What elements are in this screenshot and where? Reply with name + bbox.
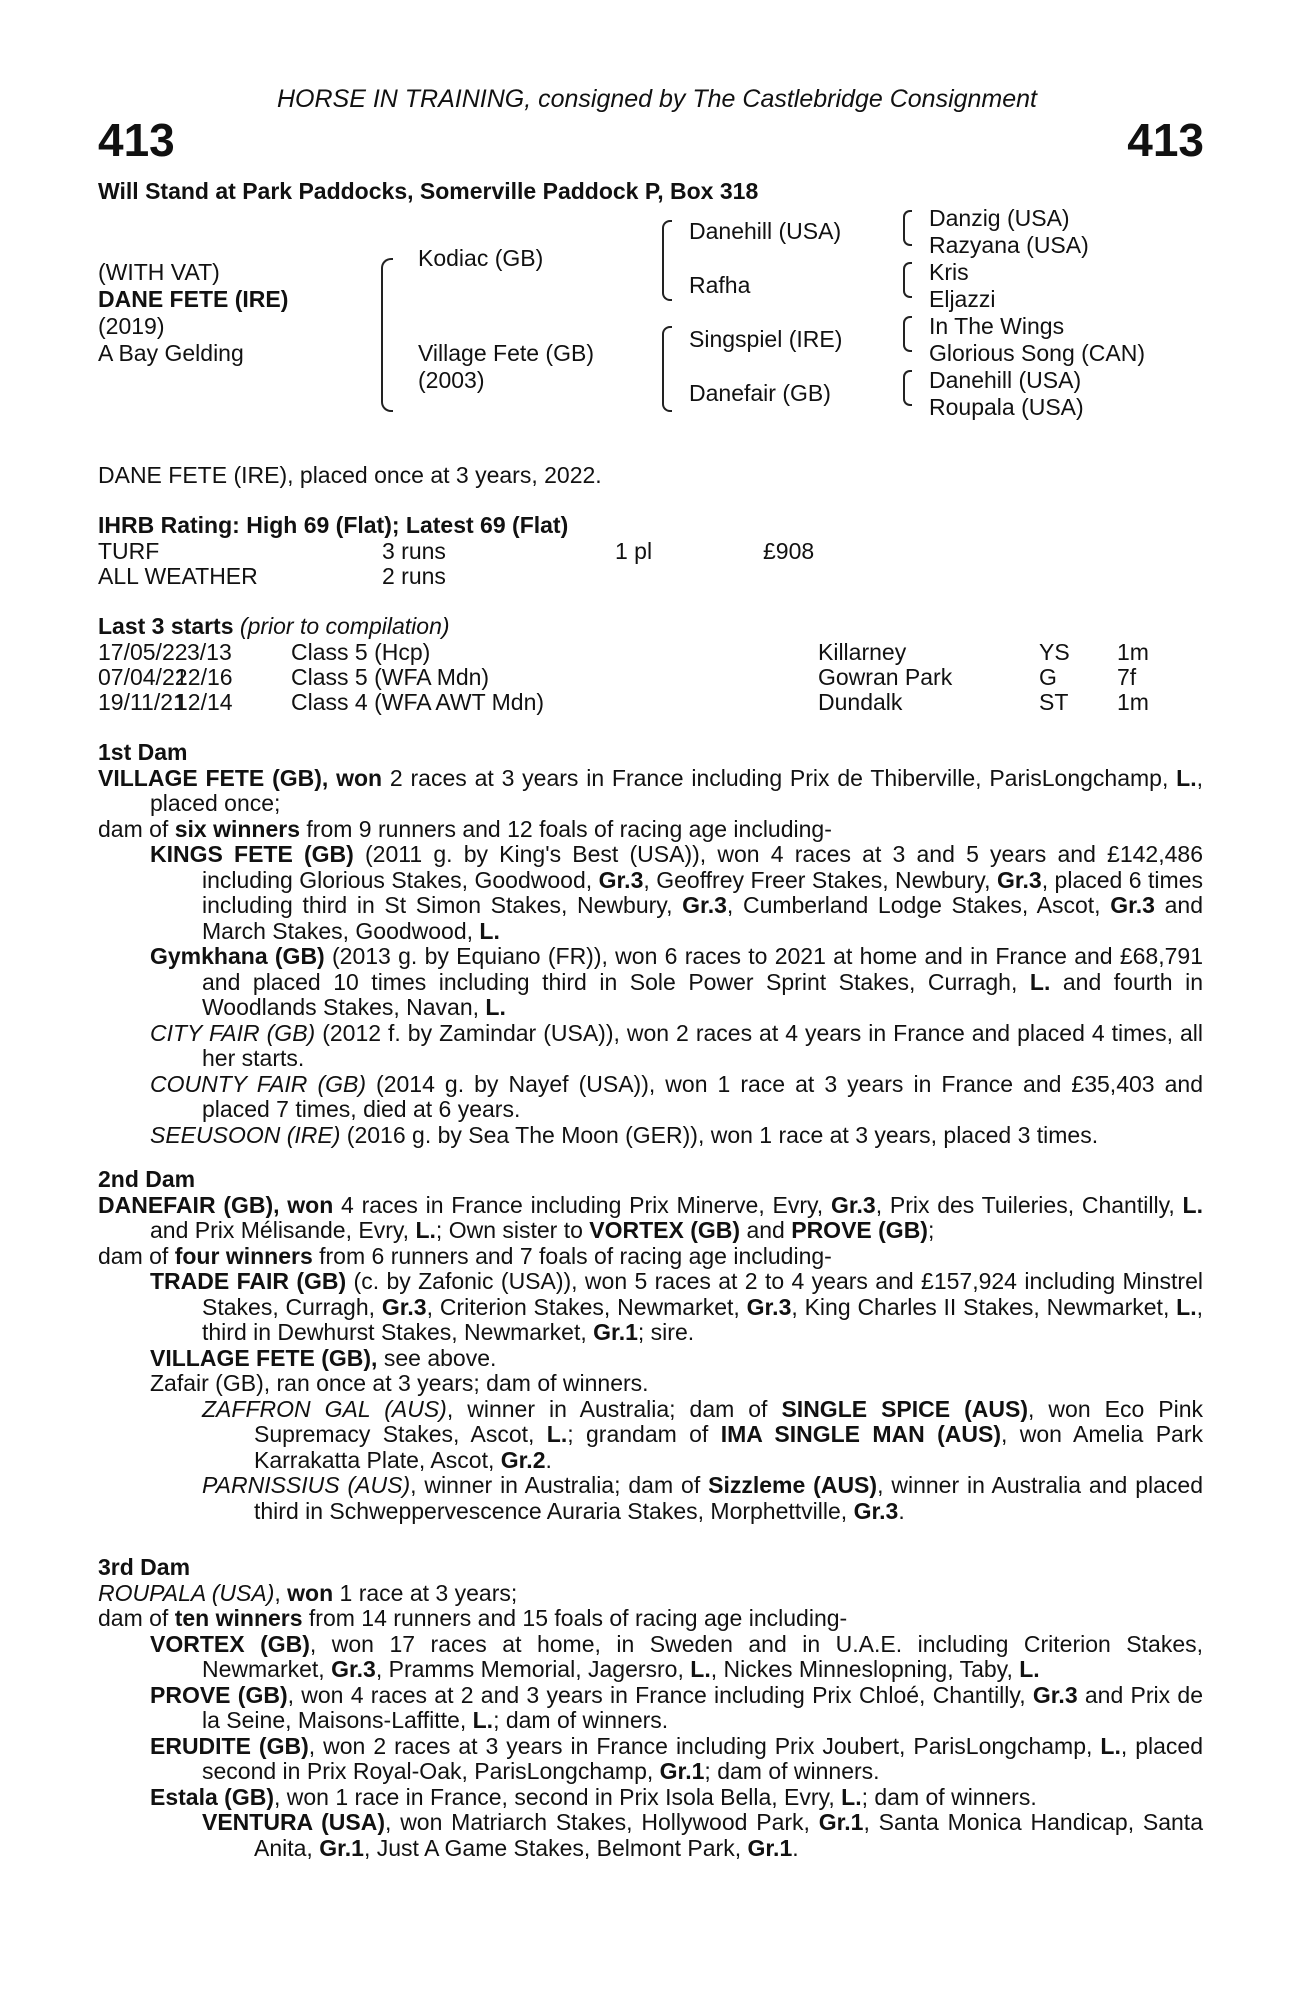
pedigree-brace (903, 370, 912, 406)
start-date: 17/05/22 (98, 639, 188, 665)
pedigree-brace (662, 326, 672, 412)
rating-heading: IHRB Rating: High 69 (Flat); Latest 69 (Flat) (98, 512, 569, 538)
produce-entry: SEEUSOON (IRE) (2016 g. by Sea The Moon (GER)), won 1 race at 3 years, placed 3 times. (150, 1121, 1099, 1148)
start-position: 3/13 (187, 639, 232, 665)
start-course: Dundalk (818, 689, 903, 715)
pedigree-gen3: Kris (929, 259, 969, 285)
dam-produce-summary: dam of ten winners from 14 runners and 15 foals of racing age including- (98, 1605, 848, 1631)
turf-label: TURF (98, 538, 160, 564)
start-position: 12/14 (175, 689, 233, 715)
pedigree-dam-year: (2003) (418, 367, 485, 393)
pedigree-gen3: Razyana (USA) (929, 232, 1089, 258)
section-heading: 1st Dam (98, 739, 188, 765)
last-starts-label: Last 3 starts (98, 613, 234, 639)
turf-earnings: £908 (763, 538, 815, 564)
start-date: 19/11/21 (98, 689, 186, 715)
horse-name: DANE FETE (IRE) (98, 286, 289, 312)
produce-entry: PROVE (GB), won 4 races at 2 and 3 years in France including Prix Chloé, Chantilly, Gr.3 and Prix de la Seine, Maisons-Laffitte, L.; dam of winners. (150, 1681, 1203, 1733)
grand-produce-entry: ZAFFRON GAL (AUS), winner in Australia; dam of SINGLE SPICE (AUS), won Eco Pink Supremacy Stakes, Ascot, L.; grandam of IMA SINGLE MAN (AUS), won Amelia Park Karrakatta Plate, Ascot, Gr.2. (202, 1395, 1203, 1473)
pedigree-brace (903, 316, 912, 352)
produce-entry: Estala (GB), won 1 race in France, second in Prix Isola Bella, Evry, L.; dam of winners. (150, 1783, 1037, 1810)
last-starts-heading (98, 614, 450, 639)
pedigree-sire-dam: Rafha (689, 272, 751, 298)
produce-entry: VORTEX (GB), won 17 races at home, in Sweden and in U.A.E. including Criterion Stakes, Newmarket, Gr.3, Pramms Memorial, Jagersro, L., Nickes Minneslopning, Taby, L. (150, 1630, 1203, 1682)
pedigree-dam: Village Fete (GB) (418, 340, 594, 366)
pedigree-gen3: Danehill (USA) (929, 367, 1082, 393)
pedigree-brace (903, 210, 912, 246)
start-going: YS (1039, 639, 1070, 665)
pedigree-brace (381, 258, 393, 412)
aw-runs: 2 runs (382, 563, 446, 589)
start-position: 12/16 (175, 664, 233, 690)
vat-note: (WITH VAT) (98, 259, 220, 285)
produce-entry: Gymkhana (GB) (2013 g. by Equiano (FR)), won 6 races to 2021 at home and in France and £68,791 and placed 10 times including third in Sole Power Sprint Stakes, Curragh, L. and fourth in Woodlands Stakes, Navan, L. (150, 943, 1204, 1020)
page-header-title: HORSE IN TRAINING, consigned by The Castlebridge Consignment (276, 85, 1038, 113)
start-going: ST (1039, 689, 1069, 715)
dam-record: VILLAGE FETE (GB), won 2 races at 3 years in France including Prix de Thiberville, ParisLongchamp, L., placed once; (98, 764, 1203, 816)
produce-entry: VILLAGE FETE (GB), see above. (150, 1344, 497, 1371)
turf-runs: 3 runs (382, 538, 446, 564)
pedigree-gen3: In The Wings (929, 313, 1065, 339)
dam-record: DANEFAIR (GB), won 4 races in France including Prix Minerve, Evry, Gr.3, Prix des Tuileries, Chantilly, L. and Prix Mélisande, Evry, L.; Own sister to VORTEX (GB) and PROVE (GB); (98, 1191, 1203, 1243)
pedigree-dam-sire: Singspiel (IRE) (689, 326, 843, 352)
start-class: Class 5 (Hcp) (291, 639, 431, 665)
produce-entry: KINGS FETE (GB) (2011 g. by King's Best (USA)), won 4 races at 3 and 5 years and £142,486 including Glorious Stakes, Goodwood, Gr.3, Geoffrey Freer Stakes, Newbury, Gr.3, placed 6 times including third in St Simon Stakes, Newbury, Gr.3, Cumberland Lodge Stakes, Ascot, Gr.3 and March Stakes, Goodwood, L. (150, 841, 1204, 944)
produce-entry: COUNTY FAIR (GB) (2014 g. by Nayef (USA)), won 1 race at 3 years in France and £35,403 and placed 7 times, died at 6 years. (150, 1070, 1203, 1122)
start-course: Killarney (818, 639, 907, 665)
aw-label: ALL WEATHER (98, 563, 258, 589)
pedigree-sire: Kodiac (GB) (418, 245, 544, 271)
horse-year: (2019) (98, 313, 165, 339)
pedigree-brace (903, 262, 912, 298)
section-heading: 2nd Dam (98, 1166, 196, 1192)
produce-entry: CITY FAIR (GB) (2012 f. by Zamindar (USA)), won 2 races at 4 years in France and placed 4 times, all her starts. (150, 1019, 1203, 1071)
start-distance: 7f (1117, 664, 1137, 690)
start-class: Class 4 (WFA AWT Mdn) (291, 689, 545, 715)
stand-location: Will Stand at Park Paddocks, Somerville Paddock P, Box 318 (98, 178, 759, 204)
produce-entry: TRADE FAIR (GB) (c. by Zafonic (USA)), won 5 races at 2 to 4 years and £157,924 including Minstrel Stakes, Curragh, Gr.3, Criterion Stakes, Newmarket, Gr.3, King Charles II Stakes, Newmarket, L., third in Dewhurst Stakes, Newmarket, Gr.1; sire. (150, 1268, 1204, 1345)
dam-produce-summary: dam of four winners from 6 runners and 7 foals of racing age including- (98, 1242, 832, 1269)
last-starts-note: (prior to compilation) (239, 613, 450, 639)
start-distance: 1m (1117, 689, 1149, 715)
pedigree-gen3: Glorious Song (CAN) (929, 340, 1146, 366)
second-dam-section (98, 1167, 1203, 1524)
turf-placed: 1 pl (615, 538, 653, 564)
third-dam-section (98, 1555, 1203, 1861)
lot-number-left: 413 (98, 114, 175, 166)
start-class: Class 5 (WFA Mdn) (291, 664, 490, 690)
pedigree-sire-sire: Danehill (USA) (689, 218, 842, 244)
start-date: 07/04/22 (98, 664, 188, 690)
dam-produce-summary: dam of six winners from 9 runners and 12 foals of racing age including- (98, 815, 832, 842)
pedigree-gen3: Roupala (USA) (929, 394, 1084, 420)
grand-produce-entry: VENTURA (USA), won Matriarch Stakes, Hollywood Park, Gr.1, Santa Monica Handicap, Santa Anita, Gr.1, Just A Game Stakes, Belmont Park, Gr.1. (202, 1809, 1203, 1861)
lot-number-right: 413 (1127, 114, 1204, 166)
first-dam-section (98, 740, 1203, 1148)
produce-entry: ERUDITE (GB), won 2 races at 3 years in France including Prix Joubert, ParisLongchamp, L., placed second in Prix Royal-Oak, ParisLongchamp, Gr.1; dam of winners. (150, 1732, 1203, 1784)
start-course: Gowran Park (818, 664, 953, 690)
pedigree-gen3: Eljazzi (929, 286, 996, 312)
pedigree-brace (662, 220, 672, 301)
start-distance: 1m (1117, 639, 1149, 665)
section-heading: 3rd Dam (98, 1554, 191, 1580)
pedigree-dam-dam: Danefair (GB) (689, 380, 831, 406)
start-going: G (1039, 664, 1057, 690)
pedigree-gen3: Danzig (USA) (929, 205, 1070, 231)
dam-record: ROUPALA (USA), won 1 race at 3 years; (98, 1579, 518, 1606)
grand-produce-entry: PARNISSIUS (AUS), winner in Australia; dam of Sizzleme (AUS), winner in Australia and placed third in Schweppervescence Auraria Stakes, Morphettville, Gr.3. (202, 1472, 1203, 1524)
produce-entry: Zafair (GB), ran once at 3 years; dam of winners. (150, 1370, 649, 1396)
horse-description: A Bay Gelding (98, 340, 244, 366)
race-summary: DANE FETE (IRE), placed once at 3 years, 2022. (98, 462, 602, 488)
